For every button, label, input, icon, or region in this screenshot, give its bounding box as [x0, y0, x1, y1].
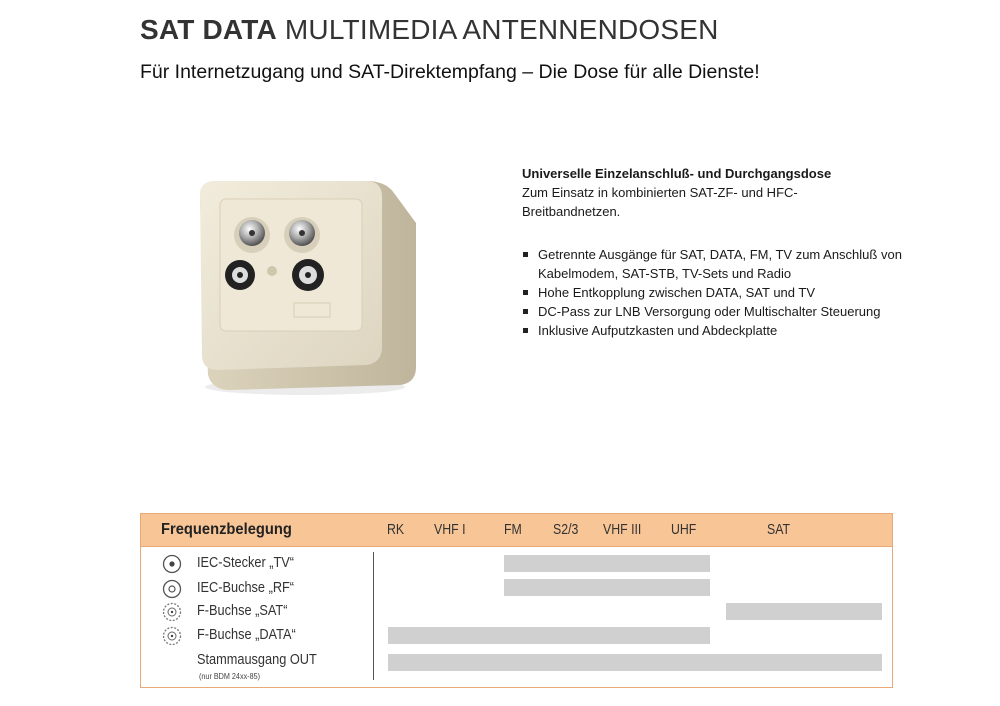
feature-item: Inklusive Aufputzkasten und Abdeckplatte — [522, 321, 902, 340]
description-intro-line1: Zum Einsatz in kombinierten SAT-ZF- und HFC- — [522, 185, 798, 200]
band-uhf: UHF — [671, 522, 697, 538]
feature-list — [522, 245, 902, 340]
band-fm: FM — [504, 522, 522, 538]
coverage-bar-iec-buchse-rf — [504, 579, 710, 596]
page-subtitle: Für Internetzugang und SAT-Direktempfang – Die Dose für alle Dienste! — [140, 61, 760, 83]
product-description — [522, 164, 902, 340]
frequency-table — [140, 513, 893, 688]
title-rest: MULTIMEDIA ANTENNENDOSEN — [284, 14, 719, 45]
row-label-f-buchse-sat: F-Buchse „SAT“ — [197, 602, 288, 619]
coverage-bar-iec-stecker-tv — [504, 555, 710, 572]
band-sat: SAT — [767, 522, 791, 538]
title-bold: SAT DATA — [140, 14, 277, 45]
f-socket-icon — [161, 601, 183, 623]
description-heading: Universelle Einzelanschluß- und Durchgangsdose — [522, 166, 832, 181]
f-socket-icon — [161, 625, 183, 647]
description-intro-line2: Breitbandnetzen. — [522, 204, 621, 219]
table-divider — [373, 552, 374, 680]
band-rk: RK — [387, 522, 405, 538]
feature-item: Hohe Entkopplung zwischen DATA, SAT und TV — [522, 283, 902, 302]
feature-item: Getrennte Ausgänge für SAT, DATA, FM, TV zum Anschluß von Kabelmodem, SAT-STB, TV-Sets und Radio — [522, 245, 902, 283]
page-title — [140, 14, 719, 46]
coverage-bar-f-buchse-data — [388, 627, 710, 644]
frequency-table-title: Frequenzbelegung — [161, 521, 292, 538]
band-vhf-3: VHF III — [603, 522, 642, 538]
iec-socket-icon — [161, 578, 183, 600]
frequency-table-header — [141, 514, 892, 547]
row-label-iec-buchse-rf: IEC-Buchse „RF“ — [197, 579, 295, 596]
band-vhf-1: VHF I — [434, 522, 466, 538]
row-note-stammausgang: (nur BDM 24xx-85) — [199, 671, 261, 681]
antenna-socket-image — [190, 175, 420, 400]
coverage-bar-stammausgang-out — [388, 654, 882, 671]
coverage-bar-f-buchse-sat — [726, 603, 882, 620]
iec-plug-icon — [161, 553, 183, 575]
row-label-iec-stecker-tv: IEC-Stecker „TV“ — [197, 554, 295, 571]
row-label-stammausgang-out: Stammausgang OUT — [197, 651, 317, 668]
feature-item: DC-Pass zur LNB Versorgung oder Multischalter Steuerung — [522, 302, 902, 321]
band-s2-3: S2/3 — [553, 522, 579, 538]
row-label-f-buchse-data: F-Buchse „DATA“ — [197, 626, 296, 643]
